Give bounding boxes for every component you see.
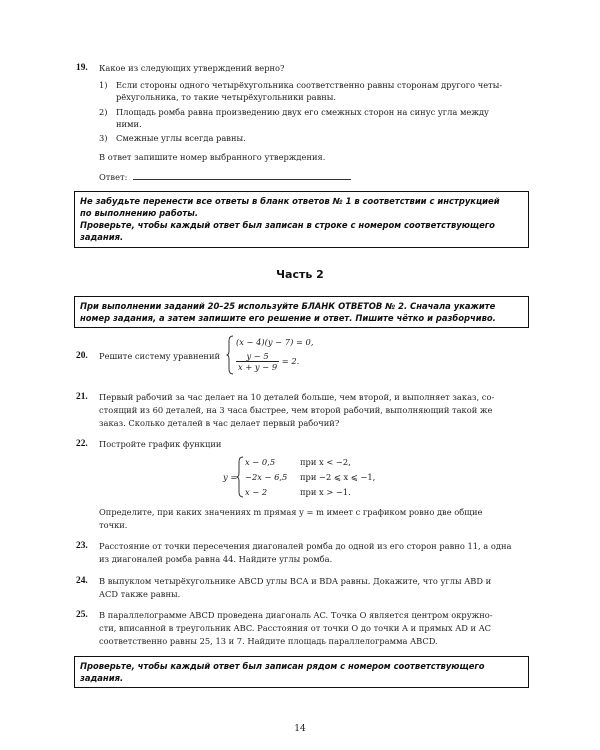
task-20-fraction [236, 351, 279, 372]
notice-1-line-2: по выполнению работы. [80, 208, 199, 218]
task-22-case-3-expr: x − 2 [245, 487, 268, 497]
task-22-case-1-expr: x − 0,5 [245, 457, 276, 467]
task-20-text: Решите систему уравнений [99, 351, 221, 361]
task-22-case-2-expr: −2x − 6,5 [245, 472, 288, 482]
task-23-line-1: Расстояние от точки пересечения диагоналей ромба до одной из его сторон равно 11, а одна [99, 541, 512, 551]
task-19-option-1-line-2: рёхугольника, то такие четырёхугольники равны. [116, 92, 337, 102]
task-24-number: 24. [76, 576, 88, 586]
task-22-case-2-condition: при −2 ⩽ x ⩽ −1, [300, 472, 376, 482]
notice-3-line-2: задания. [80, 673, 124, 683]
task-24-line-2: ACD также равны. [99, 589, 181, 599]
task-19-option-1-line-1: Если стороны одного четырёхугольника соответственно равны сторонам другого четы- [116, 80, 503, 90]
task-22-number: 22. [76, 439, 88, 449]
task-19-option-1-number: 1) [99, 80, 108, 90]
task-19-answer-line [133, 171, 351, 180]
task-22-cases-brace [236, 456, 244, 498]
task-22-question-line-1: Определите, при каких значениях m прямая y = m имеет с графиком ровно две общие [99, 507, 483, 517]
task-20-number: 20. [76, 351, 88, 361]
notice-part-2-instructions [74, 296, 529, 328]
task-23-line-2: из диагоналей ромба равна 44. Найдите углы ромба. [99, 554, 333, 564]
task-22-question-line-2: точки. [99, 520, 128, 530]
task-19-option-2-number: 2) [99, 107, 108, 117]
task-20-fraction-denominator: x + y − 9 [238, 362, 278, 372]
notice-check-answers [74, 656, 529, 688]
task-21-line-3: заказ. Сколько деталей в час делает первый рабочий? [99, 418, 340, 428]
page-number: 14 [294, 724, 306, 734]
task-25-number: 25. [76, 610, 88, 620]
task-22-case-1-condition: при x < −2, [300, 457, 351, 467]
task-19-question: Какое из следующих утверждений верно? [99, 63, 285, 73]
task-24-line-1: В выпуклом четырёхугольнике ABCD углы BCA и BDA равны. Докажите, что углы ABD и [99, 576, 492, 586]
notice-2-line-1: При выполнении заданий 20–25 используйте БЛАНК ОТВЕТОВ № 2. Сначала укажите [80, 301, 496, 311]
notice-1-line-3: Проверьте, чтобы каждый ответ был записан в строке с номером соответствующего [80, 220, 495, 230]
task-22-y-label: y = [223, 472, 238, 482]
task-25-line-2: сти, вписанной в треугольник ABC. Расстояния от точки O до точки A и прямых AD и AC [99, 623, 492, 633]
task-19-option-3-line-1: Смежные углы всегда равны. [116, 133, 246, 143]
task-19-option-3-number: 3) [99, 133, 108, 143]
notice-3-line-1: Проверьте, чтобы каждый ответ был записан рядом с номером соответствующего [80, 661, 485, 671]
task-19-option-2-line-1: Площадь ромба равна произведению двух его смежных сторон на синус угла между [116, 107, 489, 117]
task-21-line-1: Первый рабочий за час делает на 10 деталей больше, чем второй, и выполняет заказ, со- [99, 392, 495, 402]
task-20-equation-2 [236, 351, 299, 372]
task-19-instruction: В ответ запишите номер выбранного утверждения. [99, 152, 326, 162]
part-2-title: Часть 2 [276, 268, 324, 281]
task-19-number: 19. [76, 63, 88, 73]
task-19-answer-row [99, 171, 351, 183]
task-20-fraction-numerator: y − 5 [236, 351, 279, 362]
task-25-line-3: соответственно равны 25, 13 и 7. Найдите площадь параллелограмма ABCD. [99, 636, 438, 646]
task-20-equation-2-rhs: = 2. [281, 356, 300, 366]
notice-2-line-2: номер задания, а затем запишите его решение и ответ. Пишите чётко и разборчиво. [80, 313, 496, 323]
notice-1-line-1: Не забудьте перенести все ответы в бланк ответов № 1 в соответствии с инструкцией [80, 196, 500, 206]
task-21-line-2: стоящий из 60 деталей, на 3 часа быстрее, чем второй рабочий, выполняющий такой же [99, 405, 493, 415]
task-23-number: 23. [76, 541, 88, 551]
task-19-option-2-line-2: ними. [116, 119, 142, 129]
task-20-system-brace [226, 335, 234, 375]
task-19-answer-label: Ответ: [99, 172, 128, 182]
task-22-text: Постройте график функции [99, 439, 222, 449]
task-25-line-1: В параллелограмме ABCD проведена диагональ AC. Точка O является центром окружно- [99, 610, 493, 620]
task-22-case-3-condition: при x > −1. [300, 487, 351, 497]
task-21-number: 21. [76, 392, 88, 402]
task-20-equation-1: (x − 4)(y − 7) = 0, [236, 337, 314, 347]
notice-transfer-answers [74, 191, 529, 248]
notice-1-line-4: задания. [80, 232, 124, 242]
